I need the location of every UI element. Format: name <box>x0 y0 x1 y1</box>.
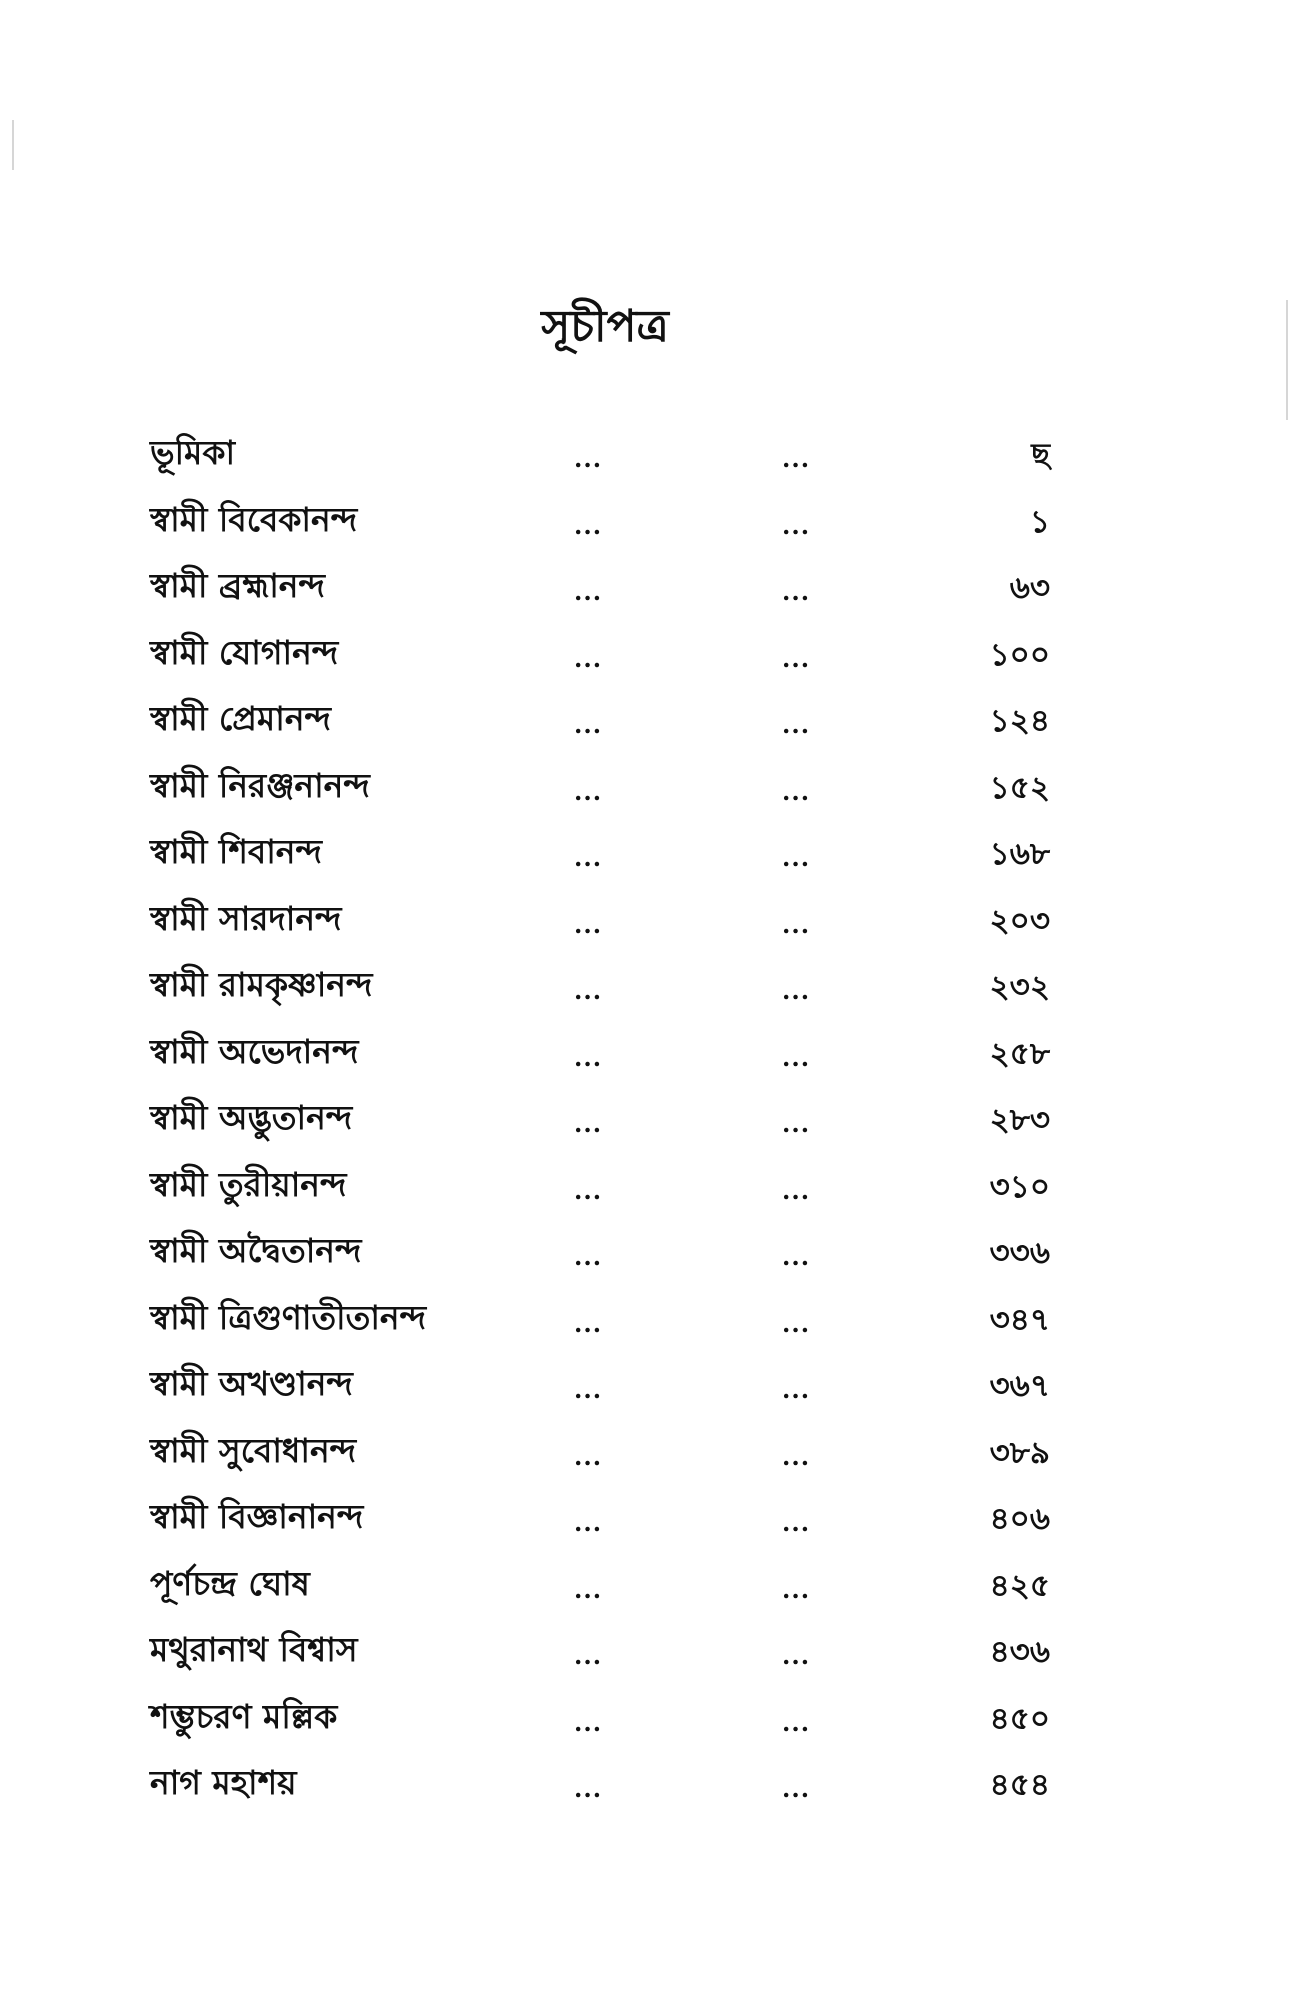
toc-entry-title: ভূমিকা <box>150 433 236 472</box>
toc-page-number: ৬৩ <box>1009 570 1050 606</box>
toc-page-number: ৪৫৪ <box>989 1767 1050 1803</box>
toc-entry-title: শম্ভুচরণ মল্লিক <box>150 1696 338 1736</box>
toc-page-number: ২০৩ <box>989 902 1050 939</box>
toc-leader-dots: ... <box>782 1242 811 1271</box>
toc-leader-dots: ... <box>782 643 811 673</box>
toc-page-number: ১ <box>1029 503 1050 540</box>
toc-leader-dots: ... <box>782 1707 811 1737</box>
toc-row <box>150 1559 1050 1626</box>
toc-row <box>150 1226 1050 1293</box>
toc-page-number: ১২৪ <box>989 703 1050 739</box>
toc-row <box>150 428 1050 495</box>
toc-leader-dots: ... <box>782 1641 811 1670</box>
toc-leader-dots: ... <box>574 1308 603 1338</box>
toc-leader-dots: ... <box>782 1508 811 1537</box>
toc-page-number: ২৮৩ <box>989 1102 1050 1138</box>
toc-row <box>150 694 1050 761</box>
toc-leader-dots: ... <box>574 909 603 939</box>
toc-leader-dots: ... <box>782 1109 811 1138</box>
toc-leader-dots: ... <box>574 1574 603 1604</box>
toc-page-number: ২৩২ <box>989 969 1050 1005</box>
toc-entry-title: স্বামী যোগানন্দ <box>150 632 339 672</box>
toc-entry-title: স্বামী ত্রিগুণাতীতানন্দ <box>150 1297 427 1337</box>
toc-page-number: ৩৩৬ <box>989 1235 1050 1271</box>
toc-leader-dots: ... <box>782 1308 811 1338</box>
toc-row <box>150 1758 1050 1825</box>
toc-row <box>150 1692 1050 1759</box>
toc-row <box>150 894 1050 961</box>
toc-page-number: ৩৪৭ <box>989 1301 1050 1338</box>
toc-entry-title: স্বামী অখণ্ডানন্দ <box>150 1364 353 1403</box>
toc-row <box>150 1293 1050 1360</box>
toc-entry-title: পূর্ণচন্দ্র ঘোষ <box>150 1563 310 1603</box>
toc-entry-title: স্বামী অভেদানন্দ <box>150 1031 359 1071</box>
toc-page-number: ২৫৮ <box>989 1035 1050 1072</box>
toc-entry-title: স্বামী অদ্বৈতানন্দ <box>150 1231 362 1270</box>
toc-entry-title: স্বামী রামকৃষ্ণানন্দ <box>150 965 373 1004</box>
toc-entry-title: স্বামী বিবেকানন্দ <box>150 499 358 539</box>
toc-entry-title: স্বামী ব্রহ্মানন্দ <box>150 566 325 605</box>
toc-page-number: ছ <box>1031 437 1050 473</box>
toc-leader-dots: ... <box>574 1375 603 1404</box>
toc-page-number: ৪০৬ <box>989 1501 1050 1537</box>
toc-leader-dots: ... <box>574 1774 603 1803</box>
toc-row <box>150 1027 1050 1094</box>
toc-leader-dots: ... <box>574 1109 603 1138</box>
toc-leader-dots: ... <box>574 643 603 673</box>
toc-row <box>150 628 1050 695</box>
toc-row <box>150 495 1050 562</box>
toc-page-number: ৩৬৭ <box>989 1368 1050 1404</box>
toc-row <box>150 1359 1050 1426</box>
toc-leader-dots: ... <box>574 1242 603 1271</box>
toc-page-number: ৪২৫ <box>989 1567 1050 1604</box>
toc-leader-dots: ... <box>574 1175 603 1205</box>
toc-leader-dots: ... <box>574 1508 603 1537</box>
toc-page-number: ১০০ <box>989 636 1050 673</box>
toc-entry-title: স্বামী বিজ্ঞানানন্দ <box>150 1497 364 1536</box>
toc-leader-dots: ... <box>782 1574 811 1604</box>
toc-page-number: ৪৫০ <box>989 1700 1050 1737</box>
toc-entry-title: স্বামী সারদানন্দ <box>150 898 342 938</box>
toc-leader-dots: ... <box>782 577 811 606</box>
toc-leader-dots: ... <box>574 1441 603 1471</box>
toc-row <box>150 761 1050 828</box>
toc-row <box>150 1625 1050 1692</box>
toc-entry-title: স্বামী তুরীয়ানন্দ <box>150 1164 347 1204</box>
page-title: সূচীপত্র <box>541 301 669 353</box>
toc-leader-dots: ... <box>574 976 603 1005</box>
toc-leader-dots: ... <box>574 1042 603 1072</box>
toc-entry-title: স্বামী প্রেমানন্দ <box>150 699 331 738</box>
toc-row <box>150 960 1050 1027</box>
toc-leader-dots: ... <box>574 710 603 739</box>
toc-leader-dots: ... <box>782 510 811 540</box>
toc-leader-dots: ... <box>574 1641 603 1670</box>
toc-leader-dots: ... <box>782 776 811 806</box>
toc-leader-dots: ... <box>782 444 811 473</box>
toc-leader-dots: ... <box>782 1175 811 1205</box>
toc-leader-dots: ... <box>574 843 603 872</box>
toc-leader-dots: ... <box>574 1707 603 1737</box>
scan-edge-mark <box>12 120 14 170</box>
toc-page-number: ৩৮৯ <box>989 1434 1050 1471</box>
toc-leader-dots: ... <box>574 577 603 606</box>
toc-page-number: ৩১০ <box>989 1168 1050 1205</box>
toc-leader-dots: ... <box>782 1042 811 1072</box>
toc-leader-dots: ... <box>782 1441 811 1471</box>
toc-entry-title: স্বামী অদ্ভুতানন্দ <box>150 1098 353 1137</box>
toc-leader-dots: ... <box>782 1774 811 1803</box>
toc-row <box>150 1160 1050 1227</box>
toc-leader-dots: ... <box>782 976 811 1005</box>
toc-page-number: ১৬৮ <box>989 836 1050 872</box>
toc-leader-dots: ... <box>574 776 603 806</box>
toc-entry-title: স্বামী শিবানন্দ <box>150 832 322 871</box>
toc-leader-dots: ... <box>574 510 603 540</box>
toc-leader-dots: ... <box>782 909 811 939</box>
toc-row <box>150 827 1050 894</box>
toc-page-number: ১৫২ <box>989 769 1050 806</box>
table-of-contents <box>150 428 1050 1825</box>
toc-row <box>150 1093 1050 1160</box>
toc-leader-dots: ... <box>574 444 603 473</box>
toc-entry-title: মথুরানাথ বিশ্বাস <box>150 1630 358 1669</box>
toc-leader-dots: ... <box>782 843 811 872</box>
toc-row <box>150 561 1050 628</box>
toc-row <box>150 1426 1050 1493</box>
toc-entry-title: স্বামী সুবোধানন্দ <box>150 1430 357 1470</box>
toc-leader-dots: ... <box>782 1375 811 1404</box>
toc-row <box>150 1492 1050 1559</box>
toc-leader-dots: ... <box>782 710 811 739</box>
toc-entry-title: নাগ মহাশয় <box>150 1763 297 1802</box>
toc-page-number: ৪৩৬ <box>989 1634 1050 1670</box>
toc-entry-title: স্বামী নিরঞ্জনানন্দ <box>150 765 370 805</box>
scan-edge-mark <box>1286 300 1288 420</box>
